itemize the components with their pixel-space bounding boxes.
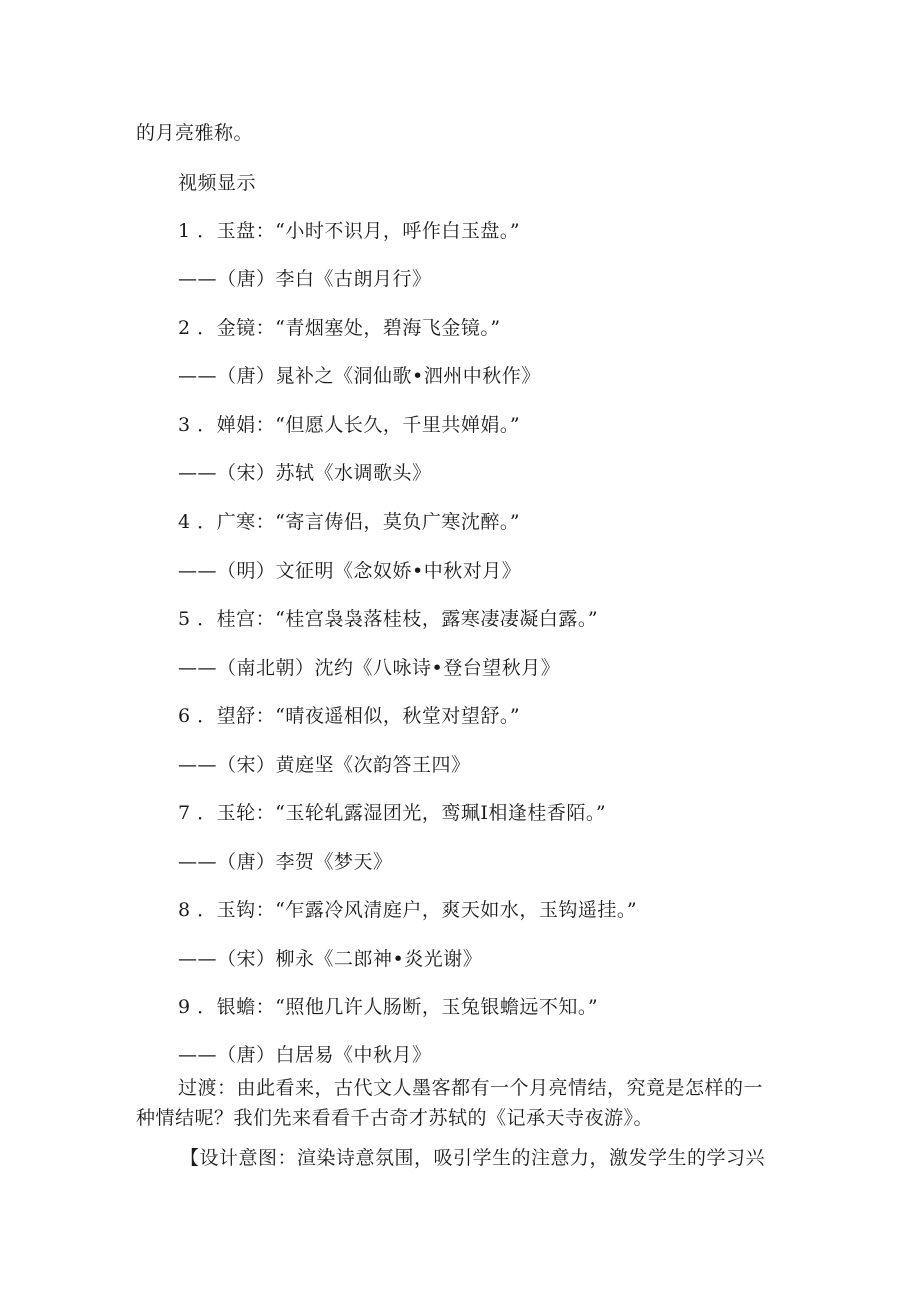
source-4: ——（明）文征明《念奴娇•中秋对月》 [178, 560, 522, 582]
source-7: ——（唐）李贺《梦天》 [178, 851, 393, 873]
verse-5: 5 ．桂宫：“桂宫袅袅落桂枝，露寒凄凄凝白露。” [178, 608, 599, 630]
transition-paragraph-line-2: 种情结呢？我们先来看看千古奇才苏轼的《记承天寺夜游》。 [136, 1107, 654, 1129]
continuation-text: 的月亮雅称。 [136, 122, 254, 144]
verse-4: 4 ．广寒：“寄言俦侣，莫负广寒沈醉。” [178, 511, 521, 533]
video-heading: 视频显示 [178, 172, 257, 194]
verse-3: 3 ．婵娟：“但愿人长久，千里共婵娟。” [178, 414, 521, 436]
source-9: ——（唐）白居易《中秋月》 [178, 1044, 432, 1066]
source-6: ——（宋）黄庭坚《次韵答王四》 [178, 754, 471, 776]
verse-1: 1 ．玉盘：“小时不识月，呼作白玉盘。” [178, 220, 521, 242]
source-1: ——（唐）李白《古朗月行》 [178, 268, 432, 290]
source-2: ——（唐）晁补之《洞仙歌•泗州中秋作》 [178, 365, 541, 387]
verse-2: 2 ．金镜：“青烟塞处，碧海飞金镜。” [178, 317, 501, 339]
verse-9: 9 ．银蟾：“照他几许人肠断，玉兔银蟾远不知。” [178, 996, 599, 1018]
design-intent-text: 【设计意图：渲染诗意氛围，吸引学生的注意力，激发学生的学习兴 [180, 1147, 766, 1169]
verse-7: 7 ．玉轮：“玉轮轧露湿团光，鸾珮I相逢桂香陌。” [178, 802, 607, 824]
transition-paragraph-line-1: 过渡：由此看来，古代文人墨客都有一个月亮情结，究竟是怎样的一 [178, 1077, 764, 1099]
source-3: ——（宋）苏轼《水调歌头》 [178, 462, 432, 484]
verse-8: 8 ．玉钩：“乍露冷风清庭户，爽天如水，玉钩遥挂。” [178, 899, 638, 921]
verse-6: 6 ．望舒：“晴夜遥相似，秋堂对望舒。” [178, 705, 521, 727]
source-8: ——（宋）柳永《二郎神•炎光谢》 [178, 948, 483, 970]
source-5: ——（南北朝）沈约《八咏诗•登台望秋月》 [178, 657, 561, 679]
